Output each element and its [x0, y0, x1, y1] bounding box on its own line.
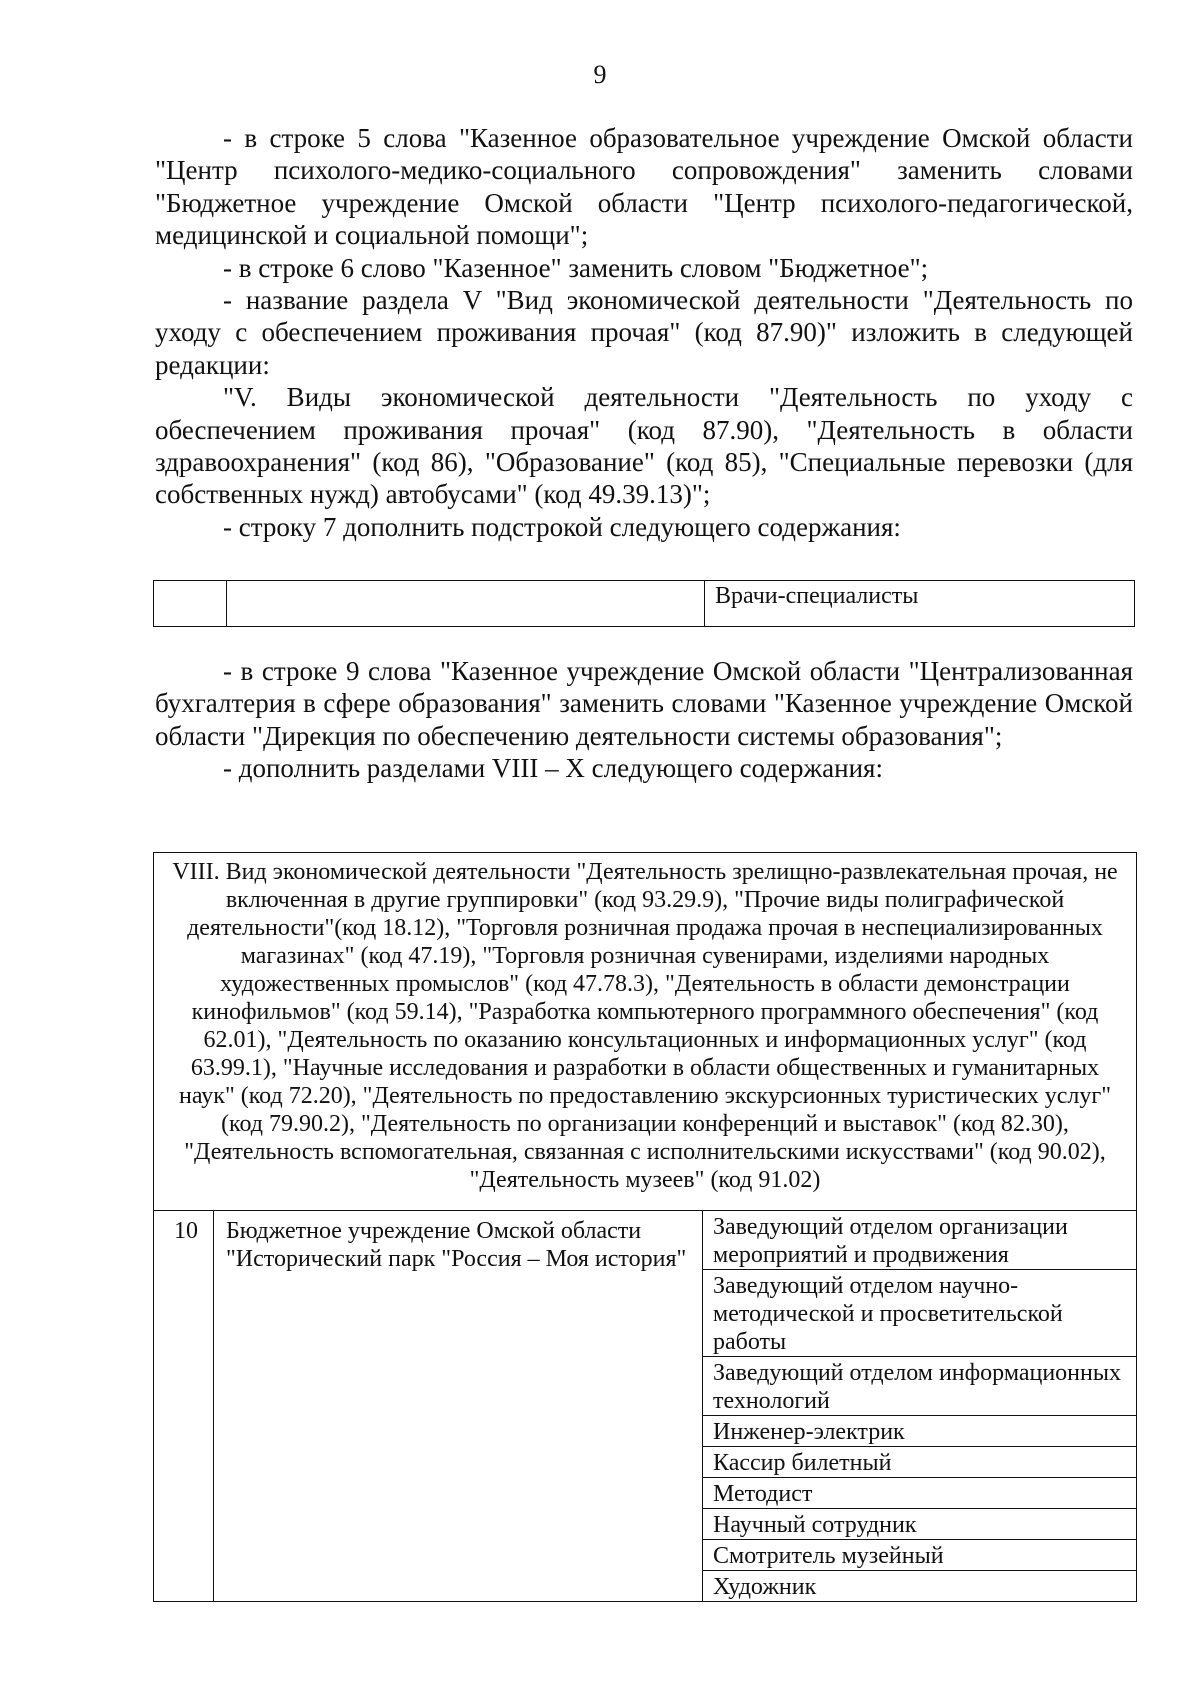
table-cell-organization: [227, 581, 705, 627]
amendments-text-middle: [155, 655, 1133, 785]
table-row: [154, 1211, 1137, 1602]
section-heading: VIII. Вид экономической деятельности "Деятельность зрелищно-развлекательная прочая, не включенная в другие группировки" (код 93.29.9), "Прочие виды полиграфической деятельности"(код 18.12), "Торговля розничная продажа прочая в неспециализированных магазинах" (код 47.19), "Торговля розничная сувенирами, изделиями народных художественных промыслов" (код 47.78.3), "Деятельность в области демонстрации кинофильмов" (код 59.14), "Разработка компьютерного программного обеспечения" (код 62.01), "Деятельность по оказанию консультационных и информационных услуг" (код 63.99.1), "Научные исследования и разработки в области общественных и гуманитарных наук" (код 72.20), "Деятельность по предоставлению экскурсионных туристических услуг" (код 79.90.2), "Деятельность по организации конференций и выставок" (код 82.30), "Деятельность вспомогательная, связанная с исполнительскими искусствами" (код 90.02), "Деятельность музеев" (код 91.02): [154, 853, 1137, 1211]
page-number: 9: [593, 60, 607, 89]
paragraph: - в строке 6 слово "Казенное" заменить словом "Бюджетное";: [223, 252, 929, 283]
paragraph: - название раздела V "Вид экономической деятельности "Деятельность по уходу с обеспечением проживания прочая" (код 87.90)" изложить в следующей редакции:: [155, 285, 1133, 380]
position-item: Заведующий отделом научно-методической и просветительской работы: [703, 1270, 1136, 1357]
positions-list: [703, 1211, 1137, 1602]
position-item: Смотритель музейный: [703, 1540, 1136, 1571]
paragraph: - в строке 9 слова "Казенное учреждение Омской области "Централизованная бухгалтерия в сфере образования" заменить словами "Казенное учреждение Омской области "Дирекция по обеспечению деятельности системы образования";: [155, 656, 1133, 751]
paragraph: - в строке 5 слова "Казенное образовательное учреждение Омской области "Центр психолого-медико-социального сопровождения" заменить словами "Бюджетное учреждение Омской области "Центр психолого-педагогической, медицинской и социальной помощи";: [155, 123, 1133, 251]
row7-addition-table: [153, 580, 1135, 627]
amendments-text-top: [155, 122, 1133, 543]
position-item: Инженер-электрик: [703, 1416, 1136, 1447]
table-row: [154, 581, 1135, 627]
table-cell-position: Врачи-специалисты: [705, 581, 1135, 627]
sections-addition-table: [153, 852, 1137, 1602]
position-item: Художник: [713, 1574, 817, 1600]
position-item: Кассир билетный: [703, 1447, 1136, 1478]
row-number: 10: [154, 1211, 214, 1602]
paragraph: "V. Виды экономической деятельности "Деятельность по уходу с обеспечением проживания прочая" (код 87.90), "Деятельность в области здравоохранения" (код 86), "Образование" (код 85), "Специальные перевозки (для собственных нужд) автобусами" (код 49.39.13)";: [155, 382, 1133, 510]
table-cell-number: [154, 581, 227, 627]
organization-name: Бюджетное учреждение Омской области "Исторический парк "Россия – Моя история": [214, 1211, 703, 1602]
position-item: Заведующий отделом организации мероприятий и продвижения: [703, 1211, 1136, 1270]
position-item: Научный сотрудник: [703, 1509, 1136, 1540]
paragraph: - строку 7 дополнить подстрокой следующего содержания:: [223, 511, 901, 542]
position-item: Методист: [703, 1478, 1136, 1509]
section-heading-row: [154, 853, 1137, 1211]
position-item: Заведующий отделом информационных технологий: [703, 1357, 1136, 1416]
paragraph: - дополнить разделами VIII – X следующего содержания:: [223, 753, 883, 784]
